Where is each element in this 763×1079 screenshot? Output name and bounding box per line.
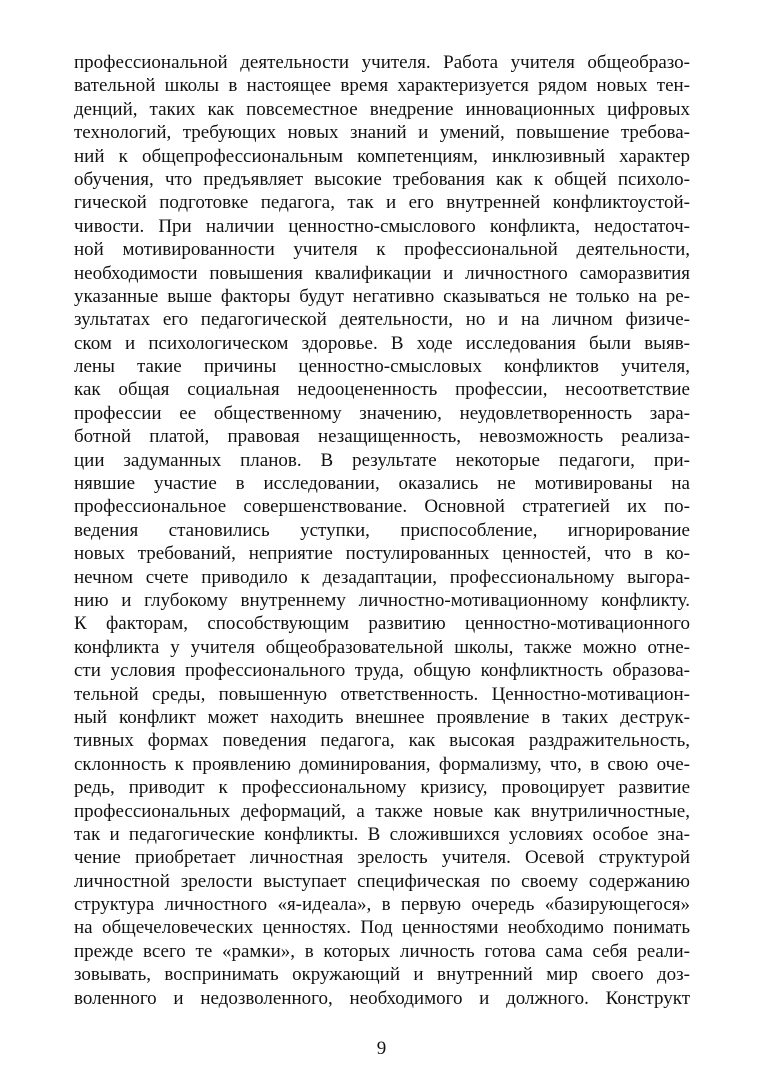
body-text [74, 51, 690, 1010]
text-line: гической подготовке педагога, так и его внутренней конфликтоустой- [74, 192, 690, 214]
text-line: ском и психологическом здоровье. В ходе исследования были выяв- [74, 332, 690, 354]
text-line: вательной школы в настоящее время характеризуется рядом новых тен- [74, 75, 690, 97]
text-line: сти условия профессионального труда, общую конфликтность образова- [74, 660, 690, 682]
text-line: тельной среды, повышенную ответственность. Ценностно-мотивацион- [74, 683, 690, 705]
text-line: воленного и недозволенного, необходимого и должного. Конструкт [74, 987, 690, 1009]
text-line: ции задуманных планов. В результате некоторые педагоги, при- [74, 449, 690, 471]
text-line: конфликта у учителя общеобразовательной школы, также можно отне- [74, 636, 690, 658]
text-line: ной мотивированности учителя к профессиональной деятельности, [74, 239, 690, 261]
text-line: обучения, что предъявляет высокие требования как к общей психоло- [74, 168, 690, 190]
text-line: так и педагогические конфликты. В сложившихся условиях особое зна- [74, 823, 690, 845]
text-line: профессиональной деятельности учителя. Работа учителя общеобразо- [74, 52, 690, 73]
text-line: профессиональных деформаций, а также новые как внутриличностные, [74, 800, 690, 822]
text-line: зовывать, воспринимать окружающий и внутренний мир своего доз- [74, 964, 690, 986]
text-line: личностной зрелости выступает специфическая по своему содержанию [74, 870, 690, 892]
text-line: ний к общепрофессиональным компетенциям, инклюзивный характер [74, 145, 690, 167]
text-line: прежде всего те «рамки», в которых личность готова сама себя реали- [74, 940, 690, 962]
text-line: указанные выше факторы будут негативно сказываться не только на ре- [74, 285, 690, 307]
text-line: зультатах его педагогической деятельности, но и на личном физиче- [74, 309, 690, 331]
page-number: 9 [376, 1038, 387, 1059]
text-line: ведения становились уступки, приспособление, игнорирование [74, 519, 690, 541]
text-line: ботной платой, правовая незащищенность, невозможность реализа- [74, 426, 690, 448]
text-line: редь, приводит к профессиональному кризису, провоцирует развитие [74, 777, 690, 799]
text-line: чивости. При наличии ценностно-смыслового конфликта, недостаточ- [74, 215, 690, 237]
text-line: нявшие участие в исследовании, оказались не мотивированы на [74, 473, 690, 495]
text-line: новых требований, неприятие постулированных ценностей, что в ко- [74, 543, 690, 565]
text-line: ный конфликт может находить внешнее проявление в таких деструк- [74, 706, 690, 728]
text-line: технологий, требующих новых знаний и умений, повышение требова- [74, 122, 690, 144]
text-line: профессии ее общественному значению, неудовлетворенность зара- [74, 402, 690, 424]
text-line: лены такие причины ценностно-смысловых конфликтов учителя, [74, 356, 690, 378]
text-line: необходимости повышения квалификации и личностного саморазвития [74, 262, 690, 284]
text-line: нечном счете приводило к дезадаптации, профессиональному выгора- [74, 566, 690, 588]
text-line: на общечеловеческих ценностях. Под ценностями необходимо понимать [74, 917, 690, 939]
text-line: тивных формах поведения педагога, как высокая раздражительность, [74, 730, 690, 752]
text-line: склонность к проявлению доминирования, формализму, что, в свою оче- [74, 753, 690, 775]
text-line: структура личностного «я-идеала», в первую очередь «базирующегося» [74, 894, 690, 916]
text-line: денций, таких как повсеместное внедрение инновационных цифровых [74, 98, 690, 120]
text-line: К факторам, способствующим развитию ценностно-мотивационного [74, 613, 690, 635]
text-line: нию и глубокому внутреннему личностно-мотивационному конфликту. [74, 589, 690, 611]
text-line: профессиональное совершенствование. Основной стратегией их по- [74, 496, 690, 518]
text-line: чение приобретает личностная зрелость учителя. Осевой структурой [74, 847, 690, 869]
text-line: как общая социальная недооцененность профессии, несоответствие [74, 379, 690, 401]
